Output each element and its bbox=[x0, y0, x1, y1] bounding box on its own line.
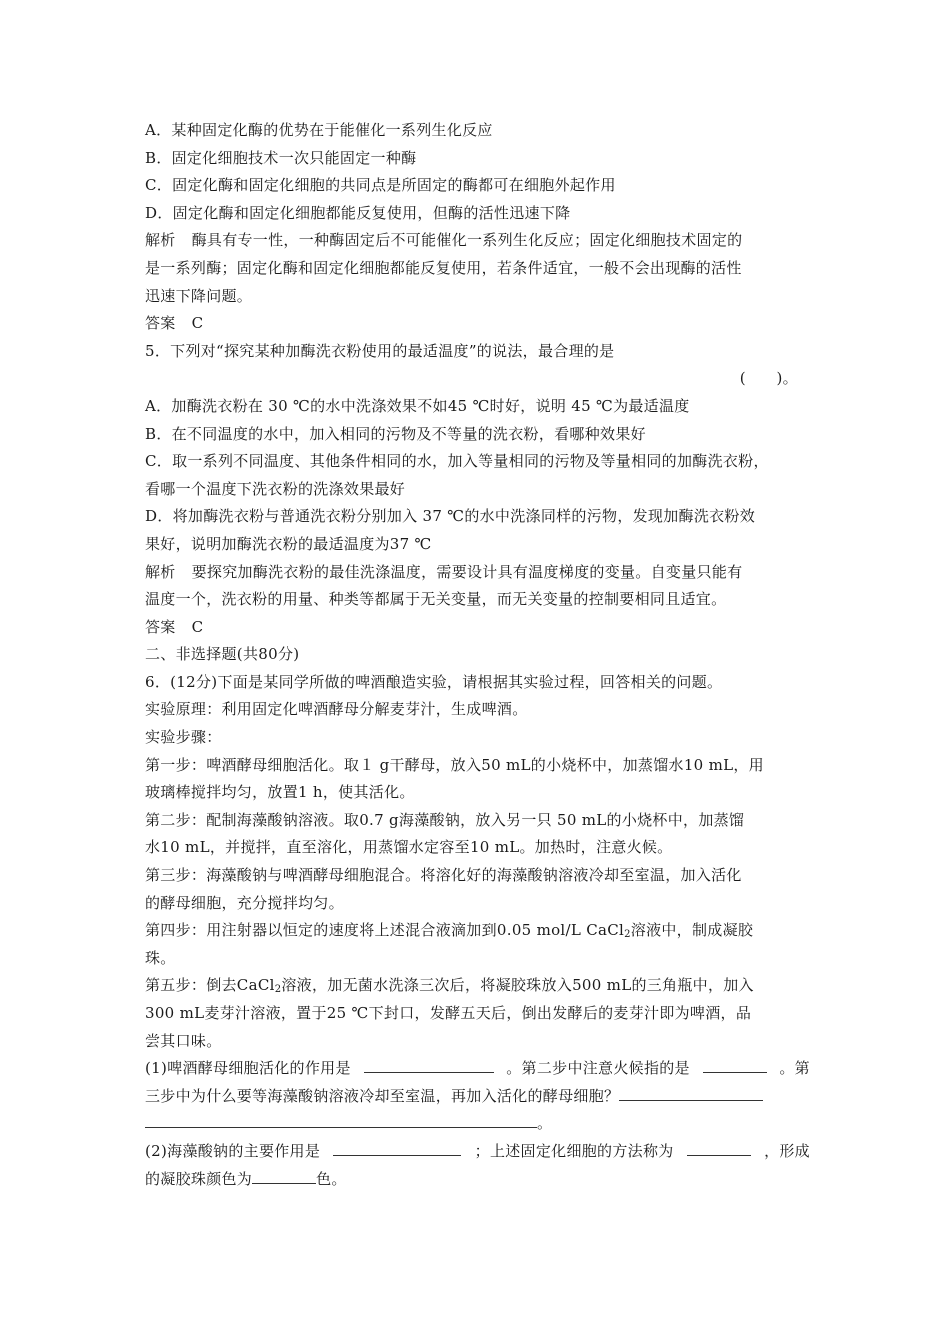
q5-analysis-text-1: 要探究加酶洗衣粉的最佳洗涤温度，需要设计具有温度梯度的变量。自变量只能有 bbox=[191, 562, 743, 581]
q4-answer-label: 答案 bbox=[145, 314, 176, 333]
q4-answer-value: C bbox=[191, 314, 204, 333]
q5-stem: 5．下列对“探究某种加酶洗衣粉使用的最适温度”的说法，最合理的是 bbox=[145, 341, 615, 360]
q6-step2-line-2: 水10 mL，并搅拌，直至溶化，用蒸馏水定容至10 mL。加热时，注意火候。 bbox=[145, 838, 673, 857]
q6-principle: 实验原理：利用固定化啤酒酵母分解麦芽汁，生成啤酒。 bbox=[145, 700, 528, 719]
q4-answer bbox=[145, 310, 810, 338]
answer-blank[interactable] bbox=[687, 1138, 751, 1156]
q4-analysis-line-1 bbox=[145, 227, 810, 255]
q5-answer-label: 答案 bbox=[145, 617, 176, 636]
q6-step5-line-3: 尝其口味。 bbox=[145, 1031, 222, 1050]
q4-option-b: B．固定化细胞技术一次只能固定一种酶 bbox=[145, 148, 417, 167]
q5-analysis-line-1 bbox=[145, 559, 810, 587]
q5-option-a: A．加酶洗衣粉在 30 ℃的水中洗涤效果不如45 ℃时好，说明 45 ℃为最适温度 bbox=[145, 396, 690, 415]
answer-blank[interactable] bbox=[333, 1138, 461, 1156]
q6-step2-line-1: 第二步：配制海藻酸钠溶液。取0.7 g海藻酸钠，放入另一只 50 mL的小烧杯中，加蒸馏 bbox=[145, 810, 745, 829]
subscript: 2 bbox=[624, 929, 631, 941]
section-heading: 二、非选择题(共80分) bbox=[145, 645, 300, 664]
q5-option-c-line-2: 看哪一个温度下洗衣粉的洗涤效果最好 bbox=[145, 479, 406, 498]
q4-analysis-line-2: 是一系列酶；固定化酶和固定化细胞都能反复使用，若条件适宜，一般不会出现酶的活性 bbox=[145, 258, 742, 277]
q6-step4-line-1: 第四步：用注射器以恒定的速度将上述混合液滴加到0.05 mol/L CaCl$_2$溶液中，制成凝胶 bbox=[145, 921, 754, 941]
answer-blank[interactable] bbox=[619, 1083, 763, 1101]
q4-option-d: D．固定化酶和固定化细胞都能反复使用，但酶的活性迅速下降 bbox=[145, 203, 571, 222]
q6-step4-line-2: 珠。 bbox=[145, 948, 176, 967]
q4-analysis-text-1: 酶具有专一性，一种酶固定后不可能催化一系列生化反应；固定化细胞技术固定的 bbox=[191, 231, 743, 250]
q5-option-c-line-1: C．取一系列不同温度、其他条件相同的水，加入等量相同的污物及等量相同的加酶洗衣粉， bbox=[145, 452, 769, 471]
document-page bbox=[145, 117, 810, 1193]
q5-analysis-label: 解析 bbox=[145, 562, 176, 581]
q5-answer-value: C bbox=[191, 617, 204, 636]
q4-option-a: A．某种固定化酶的优势在于能催化一系列生化反应 bbox=[145, 121, 493, 139]
answer-blank[interactable] bbox=[364, 1055, 494, 1073]
q4-analysis-label: 解析 bbox=[145, 231, 176, 250]
q6-steps-label: 实验步骤： bbox=[145, 728, 222, 747]
q6-step1-line-1: 第一步：啤酒酵母细胞活化。取１ g干酵母，放入50 mL的小烧杯中，加蒸馏水10 mL，用 bbox=[145, 755, 764, 774]
q6-sub1-line-3: 。 bbox=[145, 1110, 810, 1138]
q5-answer-bracket: ( )。 bbox=[739, 369, 798, 388]
q6-stem: 6．(12分)下面是某同学所做的啤酒酿造实验，请根据其实验过程，回答相关的问题。 bbox=[145, 672, 723, 691]
answer-blank[interactable] bbox=[145, 1110, 537, 1128]
q6-step3-line-2: 的酵母细胞，充分搅拌均匀。 bbox=[145, 893, 344, 912]
q6-sub2-line-1: (2)海藻酸钠的主要作用是 ；上述固定化细胞的方法称为 ，形成 bbox=[145, 1138, 810, 1166]
q6-sub1-line-2: 三步中为什么要等海藻酸钠溶液冷却至室温，再加入活化的酵母细胞？ bbox=[145, 1083, 810, 1111]
q5-analysis-line-2: 温度一个，洗衣粉的用量、种类等都属于无关变量，而无关变量的控制要相同且适宜。 bbox=[145, 590, 727, 609]
q5-answer bbox=[145, 614, 810, 642]
q5-option-d-line-2: 果好，说明加酶洗衣粉的最适温度为37 ℃ bbox=[145, 534, 432, 553]
q4-analysis-line-3: 迅速下降问题。 bbox=[145, 286, 253, 305]
q4-option-c: C．固定化酶和固定化细胞的共同点是所固定的酶都可在细胞外起作用 bbox=[145, 176, 616, 195]
q6-sub1-line-1: (1)啤酒酵母细胞活化的作用是 。第二步中注意火候指的是 。第 bbox=[145, 1055, 810, 1083]
answer-blank[interactable] bbox=[252, 1166, 316, 1184]
q6-step5-line-2: 300 mL麦芽汁溶液，置于25 ℃下封口，发酵五天后，倒出发酵后的麦芽汁即为啤酒，品 bbox=[145, 1004, 752, 1022]
q6-step5-line-1: 第五步：倒去CaCl$_2$溶液，加无菌水洗涤三次后，将凝胶珠放入500 mL的三角瓶中，加入 bbox=[145, 976, 754, 996]
answer-blank[interactable] bbox=[703, 1055, 767, 1073]
q6-sub2-line-2: 的凝胶珠颜色为 色。 bbox=[145, 1166, 810, 1194]
q6-step1-line-2: 玻璃棒搅拌均匀，放置1 h，使其活化。 bbox=[145, 783, 415, 802]
subscript: 2 bbox=[274, 984, 282, 996]
q6-step3-line-1: 第三步：海藻酸钠与啤酒酵母细胞混合。将溶化好的海藻酸钠溶液冷却至室温，加入活化 bbox=[145, 866, 742, 885]
q5-option-d-line-1: D．将加酶洗衣粉与普通洗衣粉分别加入 37 ℃的水中洗涤同样的污物，发现加酶洗衣粉效 bbox=[145, 507, 756, 526]
q5-option-b: B．在不同温度的水中，加入相同的污物及不等量的洗衣粉，看哪种效果好 bbox=[145, 424, 646, 443]
